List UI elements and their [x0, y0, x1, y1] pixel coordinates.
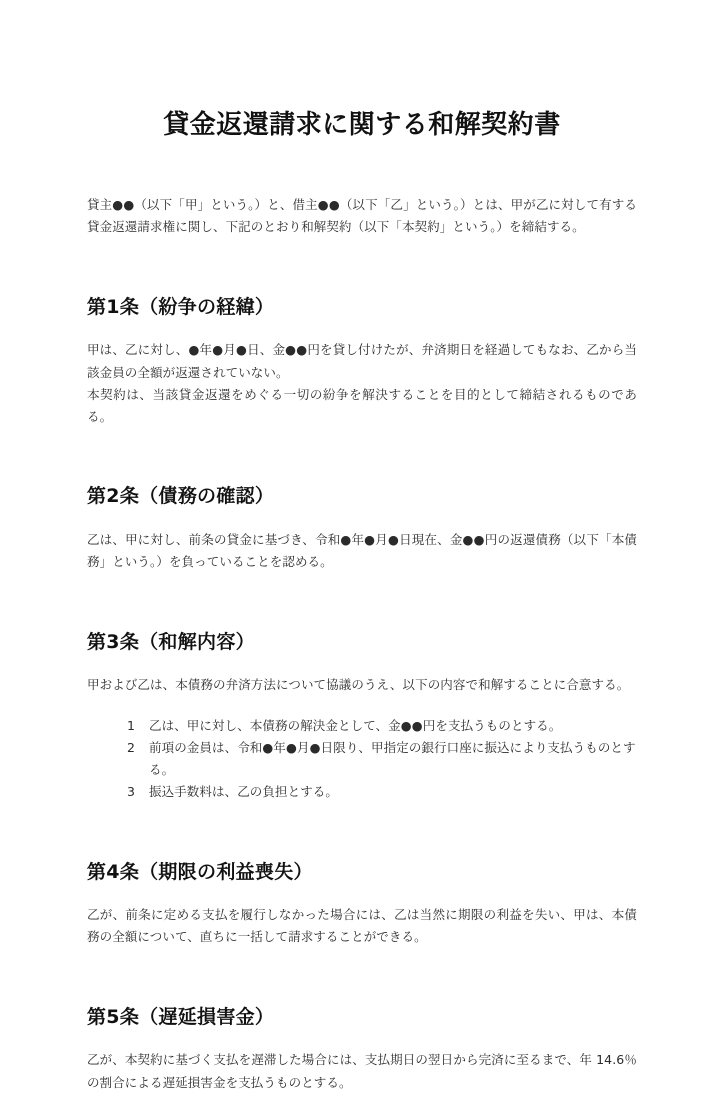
intro-paragraph: 貸主●●（以下「甲」という。）と、借主●●（以下「乙」という。）とは、甲が乙に対して有する貸金返還請求権に関し、下記のとおり和解契約（以下「本契約」という。）を締結する。 [87, 197, 637, 235]
article-heading-1: 第1条（紛争の経緯） [87, 295, 275, 318]
article-section-5 [87, 949, 637, 1094]
clause-number: 3 [127, 784, 136, 800]
clause-text: 乙は、甲に対し、本債務の解決金として、金●●円を支払うものとする。 [149, 717, 562, 733]
list-item [127, 715, 637, 737]
article-paragraph: 乙は、甲に対し、前条の貸金に基づき、令和●年●月●日現在、金●●円の返還債務（以下「本債務」という。）を負っていることを認める。 [87, 532, 637, 570]
article-section-4 [87, 804, 637, 949]
article-paragraph: 乙が、本契約に基づく支払を遅滞した場合には、支払期日の翌日から完済に至るまで、年 14.6％の割合による遅延損害金を支払うものとする。 [87, 1052, 637, 1090]
article-section-1 [87, 239, 637, 429]
article-heading-5: 第5条（遅延損害金） [87, 1005, 275, 1028]
article-section-3 [87, 574, 637, 804]
article-paragraph: 甲および乙は、本債務の弁済方法について協議のうえ、以下の内容で和解することに合意する。 [87, 677, 630, 693]
article-paragraph: 乙が、前条に定める支払を履行しなかった場合には、乙は当然に期限の利益を失い、甲は、本債務の全額について、直ちに一括して請求することができる。 [87, 907, 637, 945]
article-section-2 [87, 428, 637, 573]
page-title: 貸金返還請求に関する和解契約書 [163, 110, 561, 140]
article-heading-2: 第2条（債務の確認） [87, 485, 275, 508]
article-heading-3: 第3条（和解内容） [87, 630, 255, 653]
clause-number: 1 [127, 717, 136, 733]
article-heading-4: 第4条（期限の利益喪失） [87, 860, 313, 883]
clause-list [87, 697, 637, 804]
clause-number: 2 [127, 739, 136, 755]
list-item [127, 737, 637, 782]
article-paragraph: 甲は、乙に対し、●年●月●日、金●●円を貸し付けたが、弁済期日を経過してもなお、乙から当該金員の全額が返還されていない。 [87, 342, 637, 380]
article-paragraph: 本契約は、当該貸金返還をめぐる一切の紛争を解決することを目的として締結されるものである。 [87, 386, 637, 425]
clause-text: 前項の金員は、令和●年●月●日限り、甲指定の銀行口座に振込により支払うものとする。 [149, 739, 636, 777]
list-item [127, 781, 637, 803]
clause-text: 振込手数料は、乙の負担とする。 [149, 784, 339, 800]
